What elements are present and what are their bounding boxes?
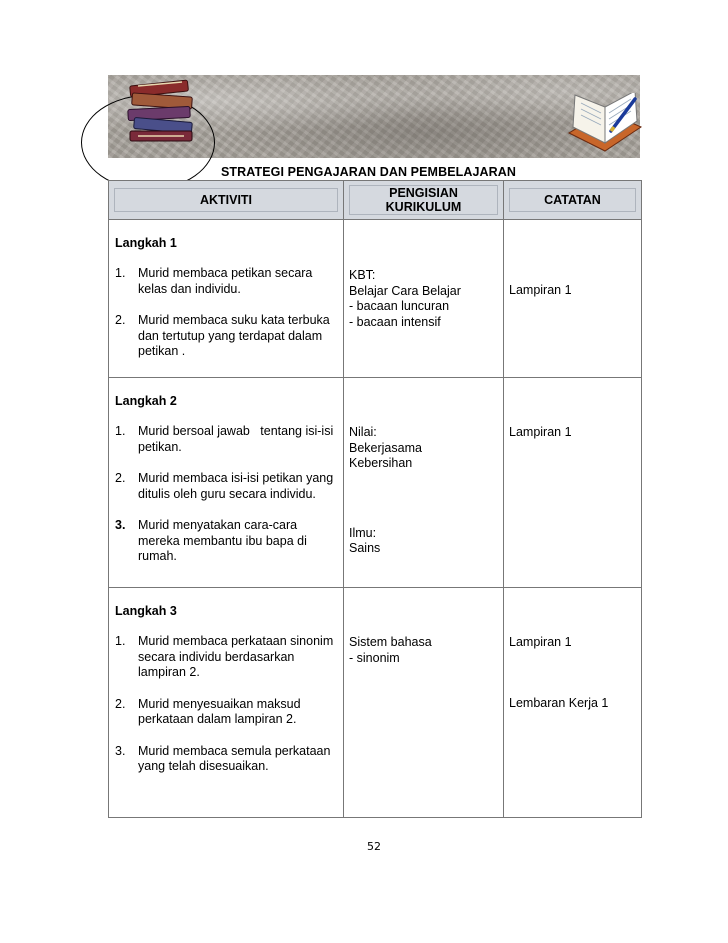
- langkah-label: Langkah 3: [115, 604, 177, 618]
- kurikulum-cell: Nilai: Bekerjasama Kebersihan Ilmu: Sains: [344, 378, 504, 588]
- catatan-cell: Lampiran 1: [504, 220, 642, 378]
- catatan-cell: Lampiran 1 Lembaran Kerja 1: [504, 588, 642, 818]
- langkah-label: Langkah 2: [115, 394, 177, 408]
- list-item: 2. Murid menyesuaikan maksud perkataan dalam lampiran 2.: [115, 696, 301, 726]
- list-item: 1. Murid membaca petikan secara kelas dan individu.: [115, 266, 313, 296]
- header-pengisian-kurikulum: PENGISIAN KURIKULUM: [344, 181, 504, 220]
- list-item: 1. Murid bersoal jawab tentang isi-isi petikan.: [115, 424, 337, 454]
- kurikulum-cell: Sistem bahasa - sinonim: [344, 588, 504, 818]
- list-item: 1. Murid membaca perkataan sinonim secara individu berdasarkan lampiran 2.: [115, 634, 334, 679]
- list-item: 2. Murid membaca suku kata terbuka dan tertutup yang terdapat dalam petikan .: [115, 313, 330, 358]
- page-title: STRATEGI PENGAJARAN DAN PEMBELAJARAN: [221, 165, 517, 179]
- catatan-cell: Lampiran 1: [504, 378, 642, 588]
- table-row: [109, 588, 642, 818]
- list-item: 3. Murid menyatakan cara-cara mereka membantu ibu bapa di rumah.: [115, 518, 307, 563]
- aktiviti-cell: [109, 378, 344, 588]
- kurikulum-cell: KBT: Belajar Cara Belajar - bacaan luncuran - bacaan intensif: [344, 220, 504, 378]
- table-row: [109, 378, 642, 588]
- open-book-pen-icon: [565, 93, 645, 159]
- strategy-table: [108, 180, 642, 818]
- books-stack-icon: [124, 77, 204, 143]
- page-number: 52: [367, 840, 381, 853]
- langkah-label: Langkah 1: [115, 236, 177, 250]
- table-header-row: [109, 181, 642, 220]
- header-aktiviti: AKTIVITI: [109, 181, 344, 220]
- header-catatan: CATATAN: [504, 181, 642, 220]
- aktiviti-cell: [109, 220, 344, 378]
- list-item: 2. Murid membaca isi-isi petikan yang ditulis oleh guru secara individu.: [115, 471, 334, 501]
- aktiviti-cell: [109, 588, 344, 818]
- list-item: 3. Murid membaca semula perkataan yang telah disesuaikan.: [115, 743, 331, 773]
- table-row: [109, 220, 642, 378]
